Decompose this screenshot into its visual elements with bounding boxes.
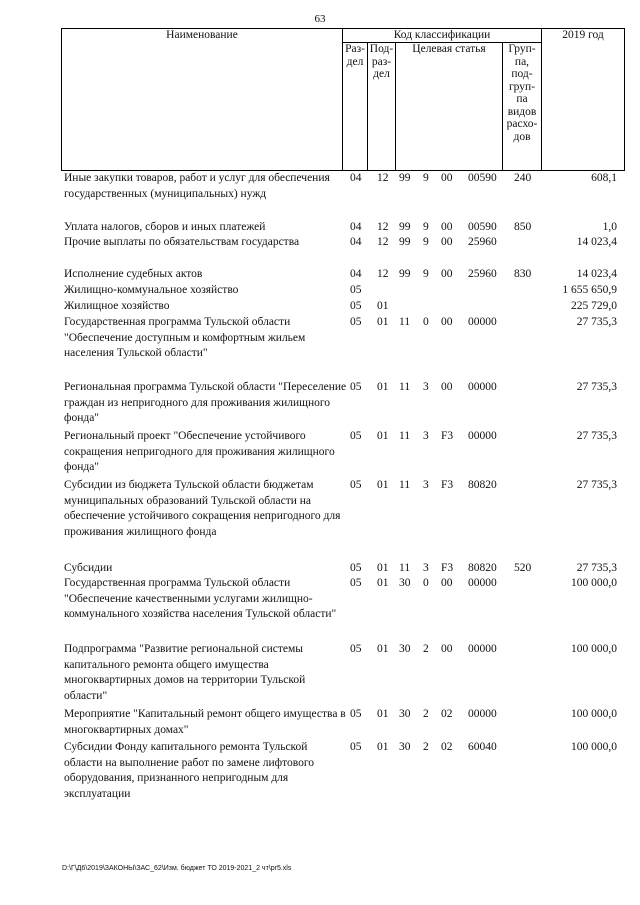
row-amount: 14 023,4 <box>576 236 617 248</box>
row-subprogram: 9 <box>423 172 429 184</box>
row-direction: 00000 <box>468 643 497 655</box>
row-podrazdel: 01 <box>377 708 389 720</box>
row-program: 99 <box>399 236 411 248</box>
row-razdel: 05 <box>350 577 362 589</box>
row-subprogram: 3 <box>423 562 429 574</box>
row-program: 11 <box>399 562 411 574</box>
row-podrazdel: 01 <box>377 479 389 491</box>
row-measure: 02 <box>441 708 453 720</box>
row-direction: 00000 <box>468 316 497 328</box>
row-expense-type: 830 <box>514 268 532 280</box>
row-direction: 25960 <box>468 236 497 248</box>
header-code: Код классификации <box>343 29 542 43</box>
row-amount: 27 735,3 <box>576 562 617 574</box>
row-program: 11 <box>399 479 411 491</box>
row-name: Уплата налогов, сборов и иных платежей <box>64 221 266 233</box>
row-podrazdel: 01 <box>377 643 389 655</box>
row-podrazdel: 12 <box>377 221 389 233</box>
row-podrazdel: 01 <box>377 741 389 753</box>
row-measure: F3 <box>441 479 454 491</box>
row-measure: 00 <box>441 221 453 233</box>
row-amount: 1 655 650,9 <box>562 284 617 296</box>
row-name: Прочие выплаты по обязательствам государства <box>64 236 300 248</box>
row-amount: 27 735,3 <box>576 479 617 491</box>
row-razdel: 04 <box>350 236 362 248</box>
row-podrazdel: 01 <box>377 300 389 312</box>
row-name: Субсидии Фонду капитального ремонта Тульской области на выполнение работ по замене лифтового оборудования, признанного непригодным для эксплуатации <box>64 741 315 800</box>
row-direction: 00590 <box>468 221 497 233</box>
row-subprogram: 9 <box>423 268 429 280</box>
row-podrazdel: 12 <box>377 268 389 280</box>
row-measure: 02 <box>441 741 453 753</box>
row-name: Региональный проект "Обеспечение устойчивого сокращения непригодного для проживания жилищного фонда" <box>64 430 335 474</box>
row-razdel: 05 <box>350 643 362 655</box>
row-measure: 00 <box>441 172 453 184</box>
row-razdel: 05 <box>350 562 362 574</box>
row-razdel: 05 <box>350 741 362 753</box>
row-amount: 100 000,0 <box>571 577 617 589</box>
row-measure: 00 <box>441 316 453 328</box>
row-direction: 00000 <box>468 430 497 442</box>
row-subprogram: 3 <box>423 479 429 491</box>
row-razdel: 05 <box>350 316 362 328</box>
row-direction: 00000 <box>468 577 497 589</box>
row-measure: 00 <box>441 577 453 589</box>
row-program: 30 <box>399 643 411 655</box>
header-name: Наименование <box>62 29 343 171</box>
row-amount: 100 000,0 <box>571 643 617 655</box>
row-program: 99 <box>399 268 411 280</box>
row-expense-type: 520 <box>514 562 532 574</box>
row-razdel: 04 <box>350 268 362 280</box>
header-year: 2019 год <box>542 29 625 171</box>
row-name: Государственная программа Тульской области "Обеспечение доступным и комфортным жильем населения Тульской области" <box>64 316 306 360</box>
row-program: 11 <box>399 430 411 442</box>
row-measure: F3 <box>441 562 454 574</box>
row-direction: 00000 <box>468 381 497 393</box>
row-direction: 25960 <box>468 268 497 280</box>
header-podrazdel: Под- раз- дел <box>368 43 396 171</box>
row-subprogram: 0 <box>423 577 429 589</box>
table-header <box>61 28 625 171</box>
row-direction: 60040 <box>468 741 497 753</box>
row-amount: 27 735,3 <box>576 316 617 328</box>
row-name: Подпрограмма "Развитие региональной системы капитального ремонта общего имущества многоквартирных домов на территории Тульской области" <box>64 643 306 702</box>
row-subprogram: 9 <box>423 236 429 248</box>
row-razdel: 05 <box>350 479 362 491</box>
row-measure: 00 <box>441 643 453 655</box>
row-subprogram: 3 <box>423 381 429 393</box>
row-razdel: 05 <box>350 708 362 720</box>
row-subprogram: 2 <box>423 643 429 655</box>
row-razdel: 05 <box>350 430 362 442</box>
row-program: 30 <box>399 741 411 753</box>
row-amount: 608,1 <box>591 172 617 184</box>
row-measure: F3 <box>441 430 454 442</box>
row-direction: 80820 <box>468 479 497 491</box>
row-razdel: 05 <box>350 300 362 312</box>
header-celevaya: Целевая статья <box>396 43 503 171</box>
page-number: 63 <box>314 13 326 25</box>
row-subprogram: 3 <box>423 430 429 442</box>
row-amount: 100 000,0 <box>571 708 617 720</box>
row-measure: 00 <box>441 236 453 248</box>
row-razdel: 04 <box>350 221 362 233</box>
row-name: Жилищно-коммунальное хозяйство <box>64 284 239 296</box>
row-podrazdel: 12 <box>377 236 389 248</box>
row-razdel: 04 <box>350 172 362 184</box>
row-podrazdel: 01 <box>377 381 389 393</box>
row-expense-type: 850 <box>514 221 532 233</box>
row-program: 11 <box>399 381 411 393</box>
row-podrazdel: 01 <box>377 316 389 328</box>
row-name: Жилищное хозяйство <box>64 300 170 312</box>
row-name: Государственная программа Тульской области "Обеспечение качественными услугами жилищно-коммунального хозяйства населения Тульской области" <box>64 577 337 621</box>
row-name: Иные закупки товаров, работ и услуг для обеспечения государственных (муниципальных) нужд <box>64 172 330 200</box>
row-measure: 00 <box>441 381 453 393</box>
row-amount: 27 735,3 <box>576 430 617 442</box>
file-path-footer: D:\Г\Д6\2019\ЗАКОНЫ\ЗАС_62\Изм. бюджет ТО 2019-2021_2 чт\pr5.xls <box>62 865 292 872</box>
row-program: 99 <box>399 172 411 184</box>
header-gruppa: Груп- па, под- груп- па видов расхо- дов <box>503 43 542 171</box>
row-measure: 00 <box>441 268 453 280</box>
row-podrazdel: 12 <box>377 172 389 184</box>
header-razdel: Раз- дел <box>343 43 368 171</box>
row-podrazdel: 01 <box>377 577 389 589</box>
row-amount: 225 729,0 <box>571 300 617 312</box>
row-program: 11 <box>399 316 411 328</box>
row-subprogram: 2 <box>423 708 429 720</box>
row-direction: 00590 <box>468 172 497 184</box>
row-razdel: 05 <box>350 284 362 296</box>
row-name: Субсидии <box>64 562 113 574</box>
row-name: Региональная программа Тульской области "Переселение граждан из непригодного для проживания жилищного фонда" <box>64 381 347 425</box>
row-podrazdel: 01 <box>377 430 389 442</box>
row-name: Исполнение судебных актов <box>64 268 203 280</box>
row-program: 99 <box>399 221 411 233</box>
row-name: Субсидии из бюджета Тульской области бюджетам муниципальных образований Тульской области на обеспечение устойчивого сокращения непригодного для проживания жилищного фонда <box>64 479 341 538</box>
row-amount: 1,0 <box>602 221 617 233</box>
row-amount: 14 023,4 <box>576 268 617 280</box>
row-subprogram: 0 <box>423 316 429 328</box>
row-program: 30 <box>399 577 411 589</box>
row-razdel: 05 <box>350 381 362 393</box>
row-name: Мероприятие "Капитальный ремонт общего имущества в многоквартирных домах" <box>64 708 346 736</box>
row-subprogram: 9 <box>423 221 429 233</box>
row-direction: 80820 <box>468 562 497 574</box>
row-expense-type: 240 <box>514 172 532 184</box>
row-amount: 100 000,0 <box>571 741 617 753</box>
row-amount: 27 735,3 <box>576 381 617 393</box>
row-subprogram: 2 <box>423 741 429 753</box>
row-direction: 00000 <box>468 708 497 720</box>
row-program: 30 <box>399 708 411 720</box>
row-podrazdel: 01 <box>377 562 389 574</box>
